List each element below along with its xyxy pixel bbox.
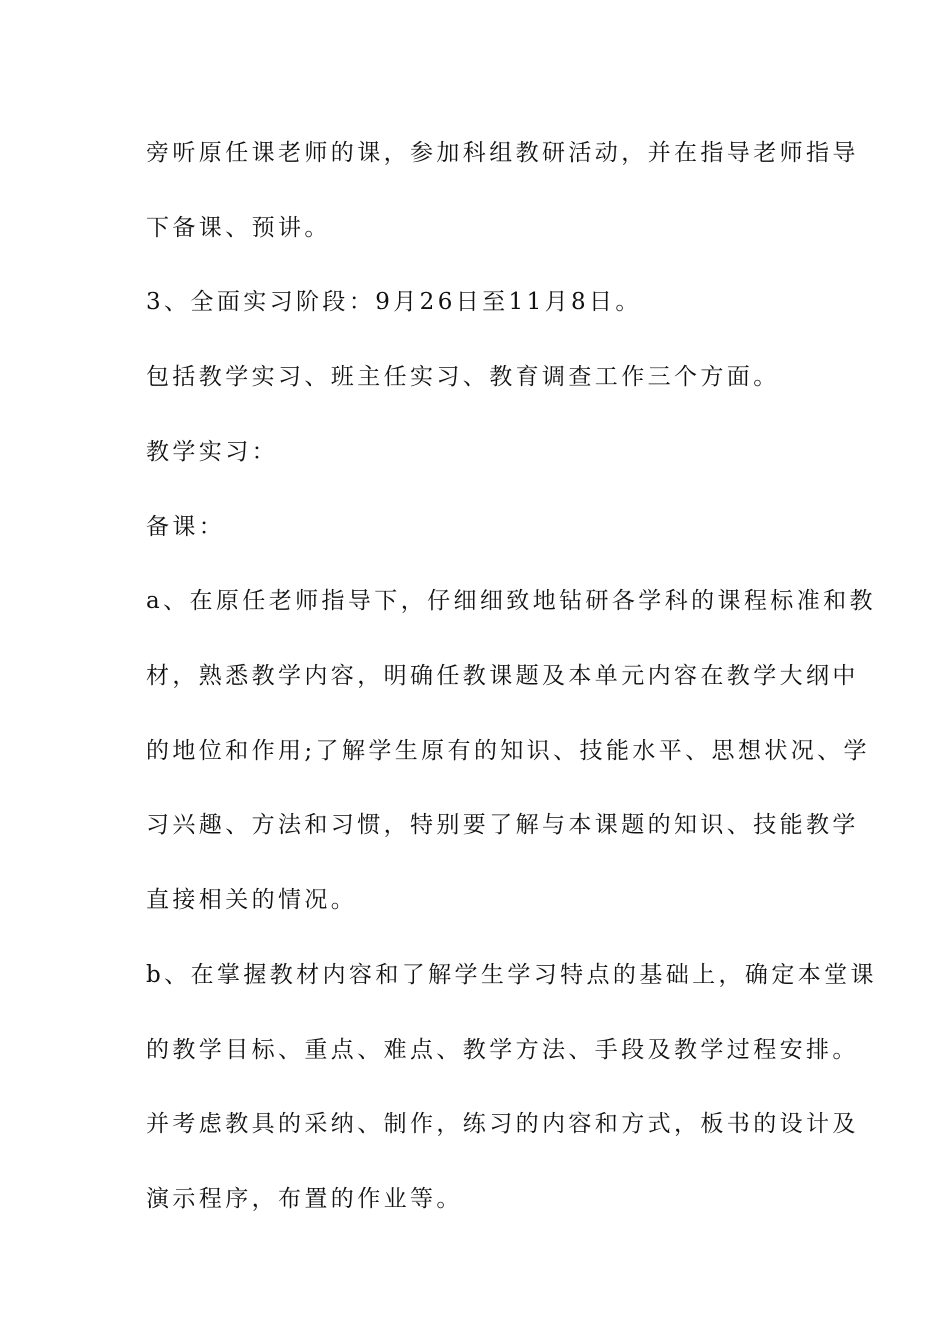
section-heading: 教学实习： [146, 439, 278, 465]
text-line: 演示程序，布置的作业等。 [146, 1186, 463, 1212]
text-line: 包括教学实习、班主任实习、教育调查工作三个方面。 [146, 364, 780, 390]
text-line: 材，熟悉教学内容，明确任教课题及本单元内容在教学大纲中 [146, 663, 859, 689]
subsection-heading: 备课： [146, 514, 226, 540]
text-line: 的地位和作用;了解学生原有的知识、技能水平、思想状况、学 [146, 738, 870, 764]
text-line: a、在原任老师指导下，仔细细致地钻研各学科的课程标准和教 [146, 588, 876, 614]
text-line: 的教学目标、重点、难点、教学方法、手段及教学过程安排。 [146, 1037, 859, 1063]
text-line: b、在掌握教材内容和了解学生学习特点的基础上，确定本堂课 [146, 962, 877, 988]
text-line: 旁听原任课老师的课，参加科组教研活动，并在指导老师指导 [146, 140, 859, 166]
text-line: 下备课、预讲。 [146, 215, 331, 241]
text-line: 习兴趣、方法和习惯，特别要了解与本课题的知识、技能教学 [146, 812, 859, 838]
text-line: 直接相关的情况。 [146, 887, 358, 913]
text-line: 并考虑教具的采纳、制作，练习的内容和方式，板书的设计及 [146, 1111, 859, 1137]
text-line: 3、全面实习阶段：9月26日至11月8日。 [146, 289, 642, 315]
